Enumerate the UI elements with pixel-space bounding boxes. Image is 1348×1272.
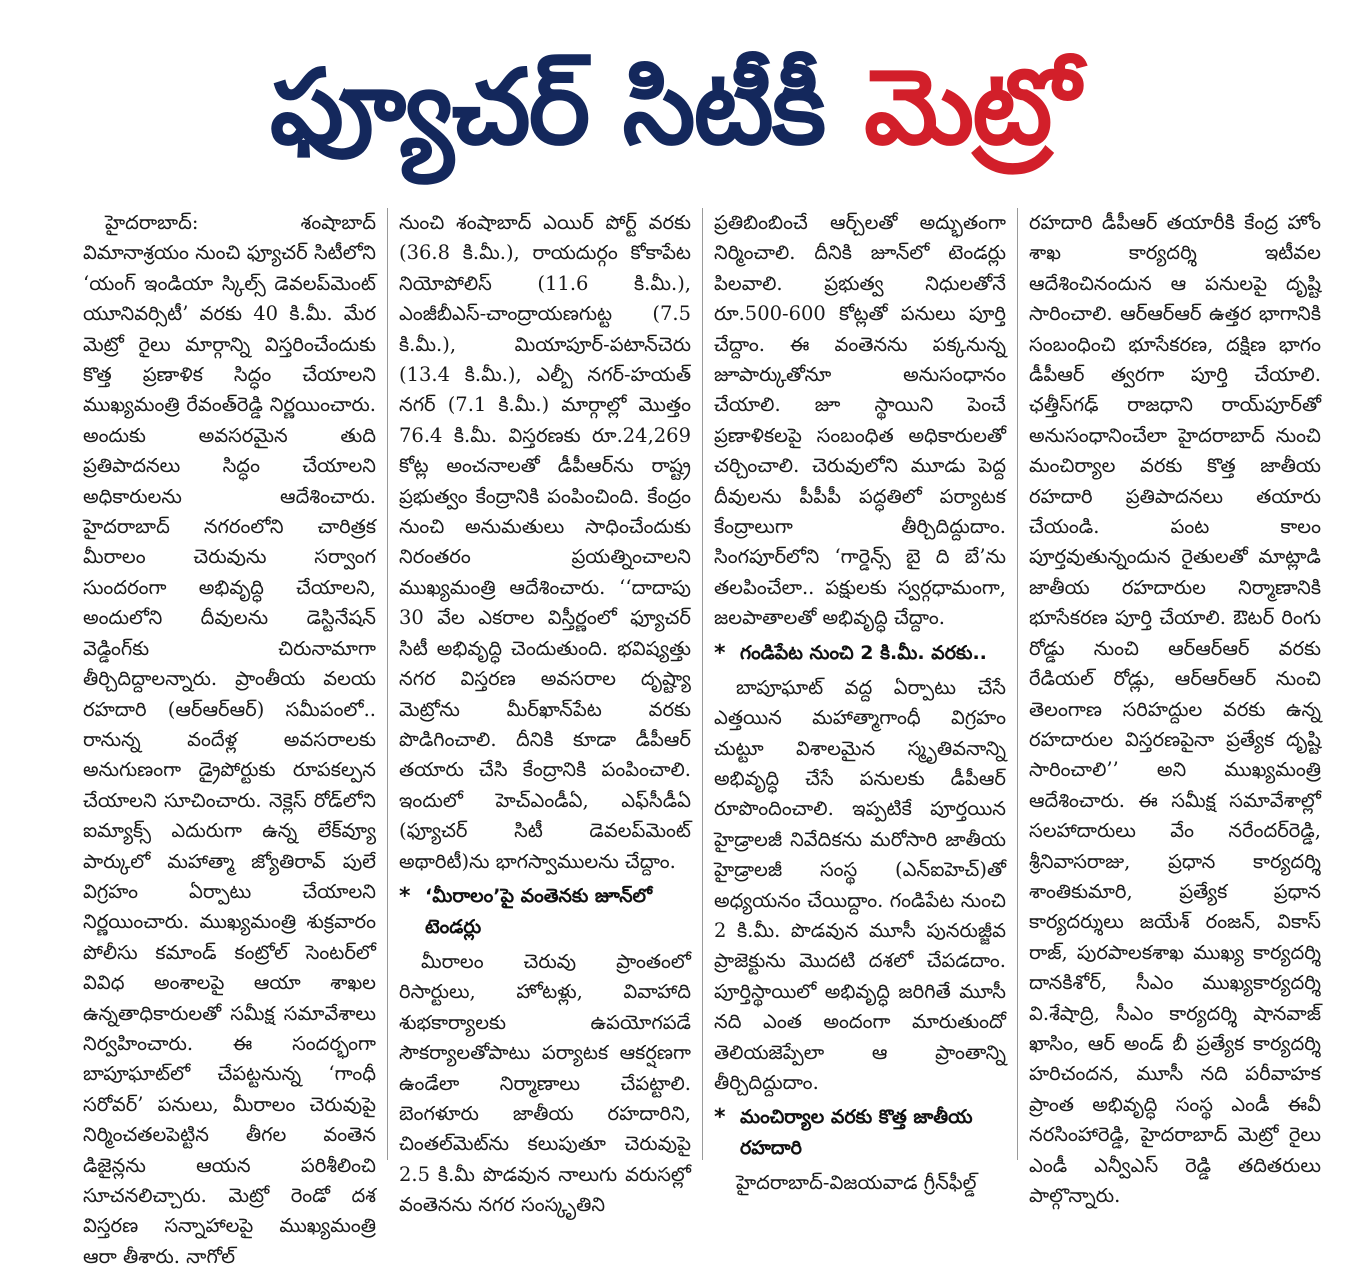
column-3 — [702, 208, 1017, 1195]
column-1-paragraph: హైదరాబాద్: శంషాబాద్ విమానాశ్రయం నుంచి ఫ్యూచర్ సిటీలోని ‘యంగ్ ఇండియా స్కిల్స్ డెవలప్‌మెంట్ యూనివర్సిటీ’ వరకు 40 కి.మీ. మేర మెట్రో రైలు మార్గాన్ని విస్తరించేందుకు కొత్త ప్రణాళిక సిద్ధం చేయాలని ముఖ్యమంత్రి రేవంత్‌రెడ్డి నిర్ణయించారు. అందుకు అవసరమైన తుది ప్రతిపాదనలు సిద్ధం చేయాలని అధికారులను ఆదేశించారు. హైదరాబాద్ నగరంలోని చారిత్రక మీరాలం చెరువును సర్వాంగ సుందరంగా అభివృద్ధి చేయాలని, అందులోని దీవులను డెస్టినేషన్ వెడ్డింగ్‌కు చిరునామాగా తీర్చిదిద్దాలన్నారు. ప్రాంతీయ వలయ రహదారి (ఆర్ఆర్ఆర్) సమీపంలో.. రానున్న వందేళ్ల అవసరాలకు అనుగుణంగా డ్రైపోర్టుకు రూపకల్పన చేయాలని సూచించారు. నెక్లెస్ రోడ్‌లోని ఐమ్యాక్స్ ఎదురుగా ఉన్న లేక్‌వ్యూ పార్కులో మహాత్మా జ్యోతిరావ్ పులే విగ్రహం ఏర్పాటు చేయాలని నిర్ణయించారు. ముఖ్యమంత్రి శుక్రవారం పోలీసు కమాండ్ కంట్రోల్ సెంటర్‌లో వివిధ అంశాలపై ఆయా శాఖల ఉన్నతాధికారులతో సమీక్ష సమావేశాలు నిర్వహించారు. ఈ సందర్భంగా బాపూఘాట్‌లో చేపట్టనున్న ‘గాంధీ సరోవర్’ పనులు, మీరాలం చెరువుపై నిర్మించతలపెట్టిన తీగల వంతెన డిజైన్లను ఆయన పరిశీలించి సూచనలిచ్చారు. మెట్రో రెండో దశ విస్తరణ సన్నాహాలపై ముఖ్యమంత్రి ఆరా తీశారు. నాగోల్ — [83, 211, 376, 1268]
article-body — [72, 208, 1334, 1268]
subhead-text: మంచిర్యాల వరకు కొత్త జాతీయ రహదారి — [740, 1106, 973, 1160]
subhead-miralam-bridge-tenders — [399, 881, 691, 943]
column-4-paragraph-continued: రహదారి డీపీఆర్ తయారీకి కేంద్ర హోం శాఖ కార్యదర్శి ఇటీవల ఆదేశించినందున ఆ పనులపై దృష్టి సారించాలి. ఆర్ఆర్ఆర్ ఉత్తర భాగానికి సంబంధించి భూసేకరణ, దక్షిణ భాగం డీపీఆర్ త్వరగా పూర్తి చేయాలి. ఛత్తీస్‌గఢ్ రాజధాని రాయ్‌పూర్‌తో అనుసంధానించేలా హైదరాబాద్ నుంచి మంచిర్యాల వరకు కొత్త జాతీయ రహదారి ప్రతిపాదనలు తయారు చేయండి. పంట కాలం పూర్తవుతున్నందున రైతులతో మాట్లాడి జాతీయ రహదారుల నిర్మాణానికి భూసేకరణ పూర్తి చేయాలి. ఔటర్ రింగు రోడ్డు నుంచి ఆర్ఆర్ఆర్ వరకు రేడియల్ రోడ్లు, ఆర్ఆర్ఆర్ నుంచి తెలంగాణ సరిహద్దుల వరకు ఉన్న రహదారుల విస్తరణపైనా ప్రత్యేక దృష్టి సారించాలి’’ అని ముఖ్యమంత్రి ఆదేశించారు. ఈ సమీక్ష సమావేశాల్లో సలహాదారులు వేం నరేందర్‌రెడ్డి, శ్రీనివాసరాజు, ప్రధాన కార్యదర్శి శాంతికుమారి, ప్రత్యేక ప్రధాన కార్యదర్శులు జయేశ్ రంజన్, వికాస్ రాజ్, పురపాలకశాఖ ముఖ్య కార్యదర్శి దానకిశోర్, సీఎం ముఖ్యకార్యదర్శి వి.శేషాద్రి, సీఎం కార్యదర్శి షానవాజ్ ఖాసిం, ఆర్ అండ్ బీ ప్రత్యేక కార్యదర్శి హరిచందన, మూసీ నది పరీవాహక ప్రాంత అభివృద్ధి సంస్థ ఎండీ ఈవీ నరసింహారెడ్డి, హైదరాబాద్ మెట్రో రైలు ఎండీ ఎన్వీఎస్ రెడ్డి తదితరులు పాల్గొన్నారు. — [1029, 211, 1321, 1207]
column-3-paragraph: బాపూఘాట్ వద్ద ఏర్పాటు చేసే ఎత్తయిన మహాత్మాగాంధీ విగ్రహం చుట్టూ విశాలమైన స్మృతివనాన్ని అభివృద్ధి చేసే పనులకు డీపీఆర్ రూపొందించాలి. ఇప్పటికే పూర్తయిన హైడ్రాలజీ నివేదికను మరోసారి జాతీయ హైడ్రాలజీ సంస్థ (ఎన్ఐహెచ్)తో అధ్యయనం చేయిద్దాం. గండిపేట నుంచి 2 కి.మీ. పొడవున మూసీ పునరుజ్జీవ ప్రాజెక్టును మొదటి దశలో చేపడదాం. పూర్తిస్థాయిలో అభివృద్ధి జరిగితే మూసీ నది ఎంత అందంగా మారుతుందో తెలియజెప్పేలా ఆ ప్రాంతాన్ని తీర్చిదిద్దుదాం. — [714, 675, 1006, 1094]
subhead-text: గండిపేట నుంచి 2 కి.మీ. వరకు.. — [740, 641, 987, 664]
bullet-star-icon: * — [399, 883, 411, 909]
subhead-mancherial-highway — [714, 1102, 1006, 1164]
column-2-paragraph: మీరాలం చెరువు ప్రాంతంలో రిసార్టులు, హోటళ్లు, వివాహాది శుభకార్యాలకు ఉపయోగపడే సౌకర్యాలతోపాటు పర్యాటక ఆకర్షణగా ఉండేలా నిర్మాణాలు చేపట్టాలి. బెంగళూరు జాతీయ రహదారిని, చింతల్‌మెట్‌ను కలుపుతూ చెరువుపై 2.5 కి.మీ పొడవున నాలుగు వరుసల్లో వంతెనను నగర సంస్కృతిని — [399, 949, 691, 1217]
headline-part-future-city: ఫ్యూచర్ సిటీకీ — [269, 46, 825, 168]
headline-part-metro: మెట్రో — [864, 46, 1079, 168]
column-1 — [72, 208, 387, 1268]
headline — [0, 22, 1348, 192]
bullet-star-icon: * — [714, 1105, 726, 1131]
column-2 — [387, 208, 702, 1217]
column-2-paragraph-continued: నుంచి శంషాబాద్ ఎయిర్ పోర్ట్ వరకు (36.8 కి.మీ.), రాయదుర్గం కోకాపేట నియోపోలిస్ (11.6 కి.మీ.), ఎంజీబీఎస్-చాంద్రాయణగుట్ట (7.5 కి.మీ.), మియాపూర్-పటాన్‌చెరు (13.4 కి.మీ.), ఎల్బీ నగర్-హయత్ నగర్ (7.1 కి.మీ.) మార్గాల్లో మొత్తం 76.4 కి.మీ. విస్తరణకు రూ.24,269 కోట్ల అంచనాలతో డీపీఆర్‌ను రాష్ట్ర ప్రభుత్వం కేంద్రానికి పంపించింది. కేంద్రం నుంచి అనుమతులు సాధించేందుకు నిరంతరం ప్రయత్నించాలని ముఖ్యమంత్రి ఆదేశించారు. ‘‘దాదాపు 30 వేల ఎకరాల విస్తీర్ణంలో ఫ్యూచర్ సిటీ అభివృద్ధి చెందుతుంది. భవిష్యత్తు నగర విస్తరణ అవసరాల దృష్ట్యా మెట్రోను మీర్‌ఖాన్‌పేట వరకు పొడిగించాలి. దీనికి కూడా డీపీఆర్ తయారు చేసి కేంద్రానికి పంపించాలి. ఇందులో హెచ్ఎండీఏ, ఎఫ్‌సీడీఏ (ఫ్యూచర్ సిటీ డెవలప్‌మెంట్ అథారిటీ)ను భాగస్వాములను చేద్దాం. — [399, 211, 691, 873]
subhead-text: ‘మీరాలం’పై వంతెనకు జూన్‌లో టెండర్లు — [425, 884, 653, 938]
subhead-gandipet-2km — [714, 638, 1006, 669]
column-3-paragraph-end: హైదరాబాద్-విజయవాడ గ్రీన్‌ఫీల్డ్ — [736, 1171, 977, 1195]
bullet-star-icon: * — [714, 640, 726, 666]
column-3-paragraph-continued: ప్రతిబింబించే ఆర్చ్‌లతో అద్భుతంగా నిర్మించాలి. దీనికి జూన్‌లో టెండర్లు పిలవాలి. ప్రభుత్వ నిధులతోనే రూ.500-600 కోట్లతో పనులు పూర్తి చేద్దాం. ఈ వంతెనను పక్కనున్న జూపార్కుతోనూ అనుసంధానం చేయాలి. జూ స్థాయిని పెంచే ప్రణాళికలపై సంబంధిత అధికారులతో చర్చించాలి. చెరువులోని మూడు పెద్ద దీవులను పీపీపీ పద్ధతిలో పర్యాటక కేంద్రాలుగా తీర్చిదిద్దుదాం. సింగపూర్‌లోని ‘గార్డెన్స్ బై ది బే’ను తలపించేలా.. పక్షులకు స్వర్గధామంగా, జలపాతాలతో అభివృద్ధి చేద్దాం. — [714, 211, 1006, 630]
column-4 — [1017, 208, 1332, 1207]
